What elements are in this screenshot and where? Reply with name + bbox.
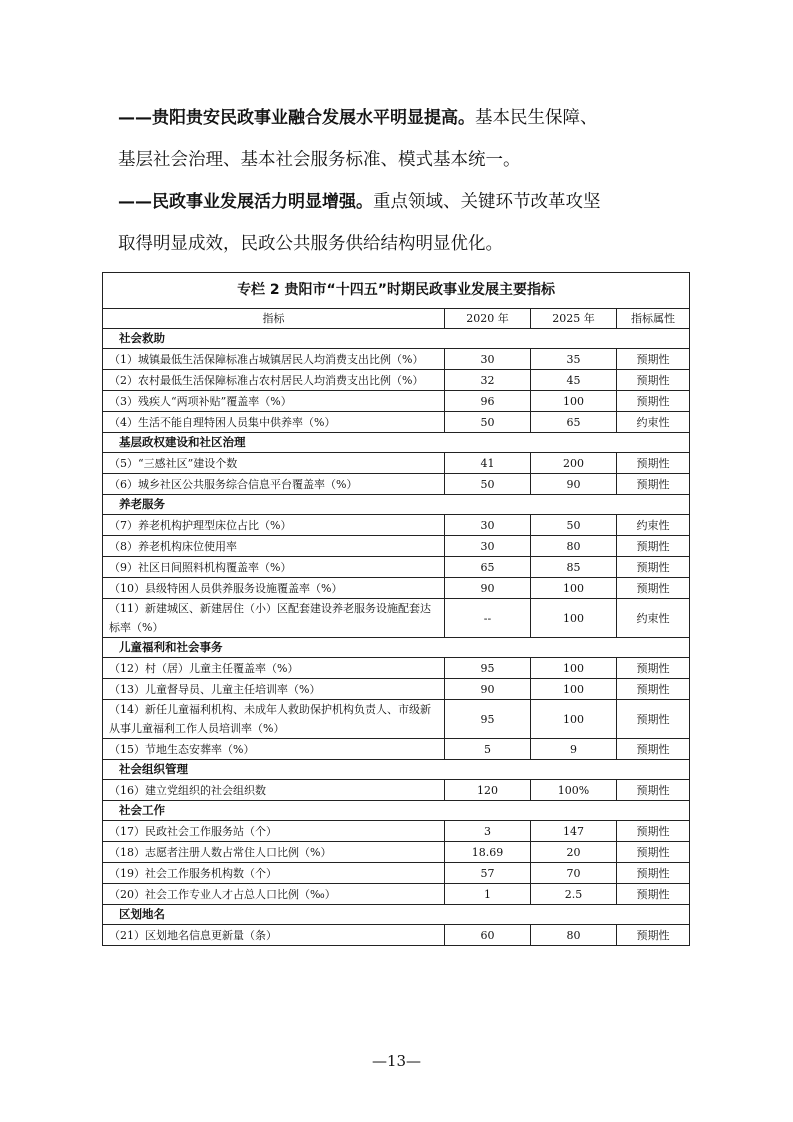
value-2020-cell: 60	[445, 925, 531, 946]
header-2020: 2020 年	[445, 309, 531, 329]
value-2020-cell: 5	[445, 739, 531, 760]
value-2020-cell: 50	[445, 412, 531, 433]
value-2020-cell: 18.69	[445, 842, 531, 863]
indicator-cell: （19）社会工作服务机构数（个）	[103, 863, 445, 884]
indicator-cell: （7）养老机构护理型床位占比（%）	[103, 515, 445, 536]
indicator-cell: （16）建立党组织的社会组织数	[103, 780, 445, 801]
value-2025-cell: 90	[531, 474, 617, 495]
value-2025-cell: 70	[531, 863, 617, 884]
table-row	[103, 863, 690, 884]
value-2025-cell: 147	[531, 821, 617, 842]
indicator-cell: （20）社会工作专业人才占总人口比例（‰）	[103, 884, 445, 905]
section-title: 社会工作	[103, 801, 690, 821]
indicator-cell: （9）社区日间照料机构覆盖率（%）	[103, 557, 445, 578]
section-title: 区划地名	[103, 905, 690, 925]
paragraph-1-line-1	[118, 108, 678, 128]
indicator-cell: （17）民政社会工作服务站（个）	[103, 821, 445, 842]
table-row	[103, 658, 690, 679]
value-2025-cell: 100	[531, 391, 617, 412]
paragraph-2-heading: ——民政事业发展活力明显增强。	[118, 192, 373, 212]
attribute-cell: 约束性	[617, 412, 690, 433]
section-row	[103, 905, 690, 925]
value-2025-cell: 9	[531, 739, 617, 760]
indicator-cell: （11）新建城区、新建居住（小）区配套建设养老服务设施配套达标率（%）	[103, 599, 445, 638]
table-row	[103, 679, 690, 700]
indicator-cell: （15）节地生态安葬率（%）	[103, 739, 445, 760]
table-row	[103, 515, 690, 536]
table-row	[103, 599, 690, 638]
indicator-cell: （5）“三感社区”建设个数	[103, 453, 445, 474]
value-2025-cell: 100%	[531, 780, 617, 801]
value-2020-cell: 57	[445, 863, 531, 884]
attribute-cell: 预期性	[617, 557, 690, 578]
table-row	[103, 780, 690, 801]
value-2025-cell: 85	[531, 557, 617, 578]
section-row	[103, 495, 690, 515]
value-2025-cell: 100	[531, 700, 617, 739]
value-2020-cell: 30	[445, 349, 531, 370]
attribute-cell: 预期性	[617, 884, 690, 905]
value-2020-cell: --	[445, 599, 531, 638]
header-indicator: 指标	[103, 309, 445, 329]
value-2025-cell: 80	[531, 536, 617, 557]
attribute-cell: 预期性	[617, 780, 690, 801]
table-row	[103, 349, 690, 370]
section-row	[103, 638, 690, 658]
indicator-cell: （21）区划地名信息更新量（条）	[103, 925, 445, 946]
attribute-cell: 预期性	[617, 842, 690, 863]
attribute-cell: 预期性	[617, 863, 690, 884]
attribute-cell: 约束性	[617, 515, 690, 536]
indicator-cell: （8）养老机构床位使用率	[103, 536, 445, 557]
value-2025-cell: 50	[531, 515, 617, 536]
indicator-cell: （12）村（居）儿童主任覆盖率（%）	[103, 658, 445, 679]
section-title: 养老服务	[103, 495, 690, 515]
table-row	[103, 821, 690, 842]
indicator-cell: （2）农村最低生活保障标准占农村居民人均消费支出比例（%）	[103, 370, 445, 391]
attribute-cell: 预期性	[617, 453, 690, 474]
table-row	[103, 578, 690, 599]
indicator-cell: （1）城镇最低生活保障标准占城镇居民人均消费支出比例（%）	[103, 349, 445, 370]
attribute-cell: 预期性	[617, 349, 690, 370]
value-2020-cell: 30	[445, 536, 531, 557]
indicator-cell: （14）新任儿童福利机构、未成年人救助保护机构负责人、市级新从事儿童福利工作人员培训率（%）	[103, 700, 445, 739]
section-row	[103, 760, 690, 780]
attribute-cell: 预期性	[617, 391, 690, 412]
table-row	[103, 474, 690, 495]
attribute-cell: 预期性	[617, 578, 690, 599]
attribute-cell: 预期性	[617, 536, 690, 557]
indicator-cell: （6）城乡社区公共服务综合信息平台覆盖率（%）	[103, 474, 445, 495]
indicator-cell: （13）儿童督导员、儿童主任培训率（%）	[103, 679, 445, 700]
page-number: —13—	[371, 1052, 422, 1070]
attribute-cell: 预期性	[617, 474, 690, 495]
value-2020-cell: 95	[445, 700, 531, 739]
section-title: 基层政权建设和社区治理	[103, 433, 690, 453]
value-2020-cell: 90	[445, 679, 531, 700]
table-row	[103, 391, 690, 412]
table-row	[103, 925, 690, 946]
indicator-cell: （4）生活不能自理特困人员集中供养率（%）	[103, 412, 445, 433]
value-2020-cell: 95	[445, 658, 531, 679]
table-row	[103, 739, 690, 760]
table-row	[103, 412, 690, 433]
value-2025-cell: 45	[531, 370, 617, 391]
header-attribute: 指标属性	[617, 309, 690, 329]
paragraph-1-line-2: 基层社会治理、基本社会服务标准、模式基本统一。	[118, 150, 521, 170]
paragraph-2-text: 重点领域、关键环节改革攻坚	[373, 192, 601, 212]
value-2020-cell: 65	[445, 557, 531, 578]
value-2025-cell: 200	[531, 453, 617, 474]
section-title: 儿童福利和社会事务	[103, 638, 690, 658]
value-2020-cell: 41	[445, 453, 531, 474]
table-row	[103, 557, 690, 578]
indicator-cell: （18）志愿者注册人数占常住人口比例（%）	[103, 842, 445, 863]
value-2020-cell: 120	[445, 780, 531, 801]
value-2020-cell: 96	[445, 391, 531, 412]
value-2025-cell: 2.5	[531, 884, 617, 905]
table-row	[103, 370, 690, 391]
table-row	[103, 700, 690, 739]
attribute-cell: 预期性	[617, 739, 690, 760]
value-2020-cell: 1	[445, 884, 531, 905]
value-2020-cell: 90	[445, 578, 531, 599]
paragraph-2-line-1	[118, 192, 678, 212]
value-2025-cell: 100	[531, 679, 617, 700]
paragraph-2-line-2: 取得明显成效，民政公共服务供给结构明显优化。	[118, 234, 503, 254]
section-row	[103, 801, 690, 821]
value-2025-cell: 80	[531, 925, 617, 946]
value-2020-cell: 32	[445, 370, 531, 391]
value-2025-cell: 20	[531, 842, 617, 863]
attribute-cell: 预期性	[617, 700, 690, 739]
attribute-cell: 约束性	[617, 599, 690, 638]
section-row	[103, 433, 690, 453]
section-row	[103, 329, 690, 349]
table-caption: 专栏 2 贵阳市“十四五”时期民政事业发展主要指标	[103, 273, 690, 309]
header-2025: 2025 年	[531, 309, 617, 329]
indicators-table	[102, 272, 690, 946]
value-2020-cell: 30	[445, 515, 531, 536]
value-2025-cell: 100	[531, 578, 617, 599]
value-2020-cell: 3	[445, 821, 531, 842]
section-title: 社会组织管理	[103, 760, 690, 780]
paragraph-1-text: 基本民生保障、	[475, 108, 598, 128]
table-row	[103, 536, 690, 557]
value-2025-cell: 100	[531, 658, 617, 679]
value-2025-cell: 65	[531, 412, 617, 433]
attribute-cell: 预期性	[617, 370, 690, 391]
indicator-cell: （3）残疾人“两项补贴”覆盖率（%）	[103, 391, 445, 412]
table-row	[103, 842, 690, 863]
value-2025-cell: 100	[531, 599, 617, 638]
section-title: 社会救助	[103, 329, 690, 349]
attribute-cell: 预期性	[617, 821, 690, 842]
table-row	[103, 884, 690, 905]
value-2025-cell: 35	[531, 349, 617, 370]
attribute-cell: 预期性	[617, 925, 690, 946]
attribute-cell: 预期性	[617, 679, 690, 700]
indicator-cell: （10）县级特困人员供养服务设施覆盖率（%）	[103, 578, 445, 599]
table-row	[103, 453, 690, 474]
paragraph-1-heading: ——贵阳贵安民政事业融合发展水平明显提高。	[118, 108, 475, 128]
attribute-cell: 预期性	[617, 658, 690, 679]
value-2020-cell: 50	[445, 474, 531, 495]
